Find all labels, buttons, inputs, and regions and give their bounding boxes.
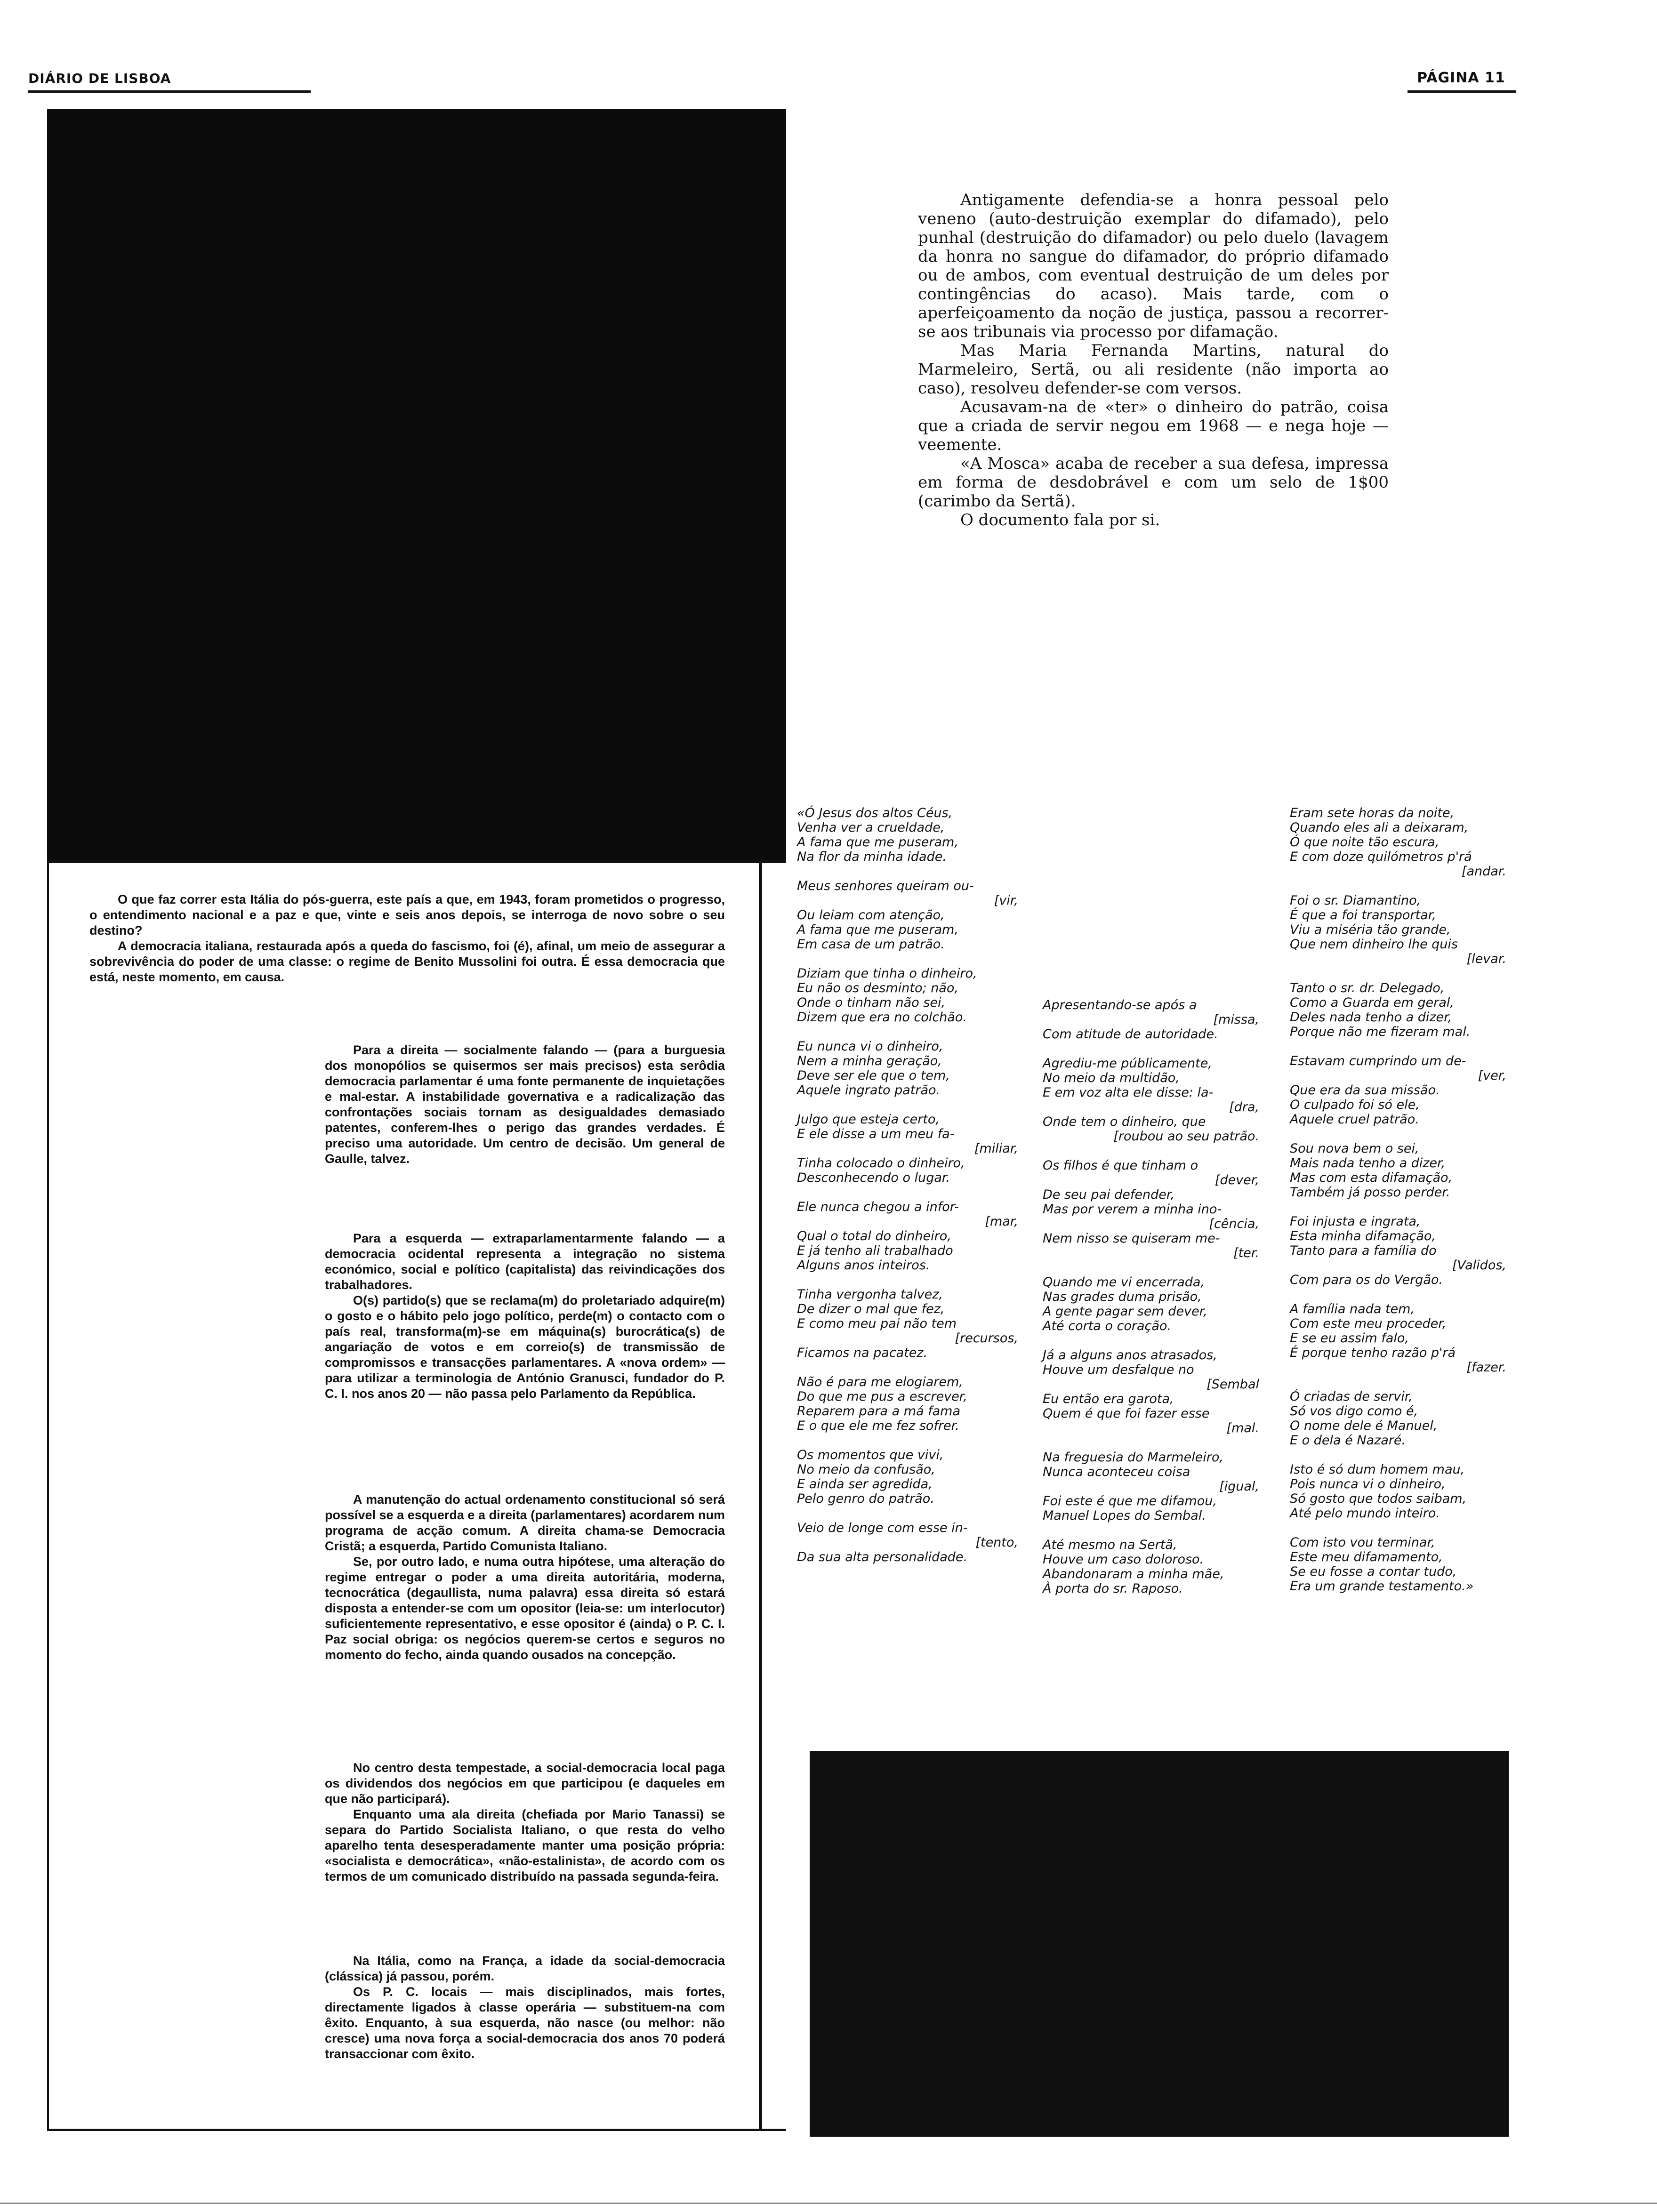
poem-line: [missa, — [1213, 1012, 1259, 1027]
poem-line: E o dela é Nazaré. — [1290, 1433, 1406, 1448]
poem-line: [dever, — [1215, 1173, 1259, 1187]
top-photograph — [47, 109, 786, 862]
poem-line: Eu não os desminto; não, — [797, 981, 958, 995]
poem-line: Deve ser ele que o tem, — [797, 1068, 950, 1083]
poem-line: De seu pai defender, — [1043, 1187, 1175, 1202]
poem-line: Pois nunca vi o dinheiro, — [1290, 1477, 1446, 1491]
poem-line: Eu então era garota, — [1043, 1392, 1174, 1406]
poem-line: Os momentos que vivi, — [797, 1448, 944, 1462]
article-lead — [89, 892, 725, 985]
poem-line: Tanto para a família do — [1290, 1243, 1437, 1258]
poem-line: [cência, — [1209, 1217, 1259, 1231]
poem-stanza — [797, 1448, 1018, 1506]
poem-column-3 — [1290, 806, 1506, 1608]
article-paragraph: Se, por outro lado, e numa outra hipótese, uma alteração do regime entregar o poder a uma direita autoritária, moderna, tecnocrática (degaullista, numa palavra) essa direita só estará disposta a entender-se com um opositor (leia-se: um interlocutor) suficientemente representativo, e esse opositor é (ainda) o P. C. I. Paz social obriga: os negócios querem-se certos e seguros no momento do fecho, ainda quando ousados na concepção. — [325, 1555, 725, 1662]
intro-paragraph: O documento fala por si. — [960, 511, 1160, 529]
poem-line: Viu a miséria tão grande, — [1290, 922, 1451, 937]
poem-line: Era um grande testamento.» — [1290, 1579, 1474, 1594]
poem-line: «Ó Jesus dos altos Céus, — [797, 806, 953, 820]
poem-line: Este meu difamamento, — [1290, 1550, 1443, 1564]
poem-stanza — [797, 879, 1018, 952]
poem-line: [fazer. — [1466, 1360, 1506, 1375]
article-box-border-left — [47, 860, 49, 2131]
poem-line: Quando eles ali a deixaram, — [1290, 820, 1469, 835]
poem-line: Na flor da minha idade. — [797, 850, 947, 864]
poem-line: Que era da sua missão. — [1290, 1083, 1440, 1098]
poem-line: Nas grades duma prisão, — [1043, 1290, 1202, 1304]
article-paragraph: Para a esquerda — extraparlamentarmente falando — a democracia ocidental representa a integração no sistema económico, social e político (capitalista) das reivindicações dos trabalhadores. — [325, 1231, 725, 1292]
poem-line: E ele disse a um meu fa- — [797, 1127, 955, 1141]
poem-line: [mar, — [985, 1214, 1018, 1229]
poem-line: Aquele ingrato patrão. — [797, 1083, 941, 1098]
poem-line: [igual, — [1219, 1479, 1259, 1494]
article-box-border-right — [759, 860, 762, 2131]
poem-line: [mal. — [1226, 1421, 1259, 1435]
poem-line: Eram sete horas da noite, — [1290, 806, 1455, 820]
poem-line: Foi o sr. Diamantino, — [1290, 893, 1421, 908]
poem-line: [levar. — [1466, 952, 1506, 966]
poem-line: Só gosto que todos saibam, — [1290, 1491, 1467, 1506]
poem-line: Mais nada tenho a dizer, — [1290, 1156, 1446, 1170]
poem-line: Como a Guarda em geral, — [1290, 995, 1454, 1010]
article-section-social-democracy — [325, 1760, 725, 1884]
poem-line: Até corta o coração. — [1043, 1319, 1172, 1333]
poem-line: Mas por verem a minha ino- — [1043, 1202, 1222, 1217]
article-paragraph: O(s) partido(s) que se reclama(m) do proletariado adquire(m) o gosto e o hábito pelo jogo político, perde(m) o contacto com o país real, transforma(m)-se em máquina(s) burocrática(s) de angariação de votos e em correio(s) de transmissão de compromissos e transacções parlamentares. A «nova ordem» — para utilizar a terminologia de António Granusci, fundador do P. C. I. nos anos 20 — não passa pelo Parlamento da República. — [325, 1293, 725, 1401]
poem-line: A família nada tem, — [1290, 1302, 1415, 1316]
poem-line: Manuel Lopes do Sembal. — [1043, 1508, 1206, 1523]
poem-line: É que a foi transportar, — [1290, 908, 1436, 922]
poem-stanza — [797, 1200, 1018, 1273]
intro-paragraph: Acusavam-na de «ter» o dinheiro do patrão, coisa que a criada de servir negou em 1968 — e nega hoje — veemente. — [918, 398, 1389, 454]
poem-line: Nem nisso se quiseram me- — [1043, 1231, 1220, 1246]
poem-line: Tanto o sr. dr. Delegado, — [1290, 981, 1445, 995]
poem-line: O nome dele é Manuel, — [1290, 1419, 1438, 1433]
poem-line: [tento, — [975, 1535, 1018, 1550]
article-section-right — [325, 1042, 725, 1167]
article-box-border-top — [47, 860, 786, 863]
poem-stanza — [1290, 1535, 1506, 1594]
poem-line: Reparem para a má fama — [797, 1404, 961, 1419]
poem-line: Diziam que tinha o dinheiro, — [797, 966, 977, 981]
poem-line: [Validos, — [1452, 1258, 1506, 1273]
poem-stanza — [1290, 1302, 1506, 1375]
poem-stanza — [1290, 1389, 1506, 1448]
poem-line: Quem é que foi fazer esse — [1043, 1406, 1210, 1421]
poem-stanza — [797, 1521, 1018, 1564]
poem-line: Eu nunca vi o dinheiro, — [797, 1039, 943, 1054]
poem-stanza — [1290, 1054, 1506, 1127]
poem-line: Foi este é que me difamou, — [1043, 1494, 1217, 1508]
poem-line: Na freguesia do Marmeleiro, — [1043, 1450, 1224, 1465]
poem-line: Só vos digo como é, — [1290, 1404, 1418, 1419]
poem-column-2 — [1043, 998, 1259, 1611]
poem-line: E com doze quilómetros p'rá — [1290, 850, 1472, 864]
poem-line: Pelo genro do patrão. — [797, 1491, 934, 1506]
poem-line: [miliar, — [974, 1141, 1018, 1156]
poem-line: Até pelo mundo inteiro. — [1290, 1506, 1440, 1521]
poem-line: E em voz alta ele disse: la- — [1043, 1085, 1214, 1100]
poem-stanza — [797, 1375, 1018, 1433]
poem-line: E já tenho ali trabalhado — [797, 1243, 953, 1258]
poem-line: Houve um desfalque no — [1043, 1362, 1194, 1377]
poem-line: Se eu fosse a contar tudo, — [1290, 1564, 1457, 1579]
poem-stanza — [1290, 1462, 1506, 1521]
poem-column-1 — [797, 806, 1018, 1579]
poem-line: Com atitude de autoridade. — [1043, 1027, 1218, 1042]
poem-line: Ó que noite tão escura, — [1290, 835, 1440, 850]
poem-line: Deles nada tenho a dizer, — [1290, 1010, 1452, 1025]
article-box-border-bottom — [47, 2129, 786, 2131]
poem-line: Com isto vou terminar, — [1290, 1535, 1435, 1550]
poem-line: À porta do sr. Raposo. — [1043, 1581, 1183, 1596]
poem-stanza — [797, 966, 1018, 1025]
poem-line: Tinha vergonha talvez, — [797, 1287, 943, 1302]
poem-line: Quando me vi encerrada, — [1043, 1275, 1205, 1290]
poem-line: De dizer o mal que fez, — [797, 1302, 945, 1316]
poem-line: Do que me pus a escrever, — [797, 1389, 967, 1404]
poem-line: Estavam cumprindo um de- — [1290, 1054, 1466, 1068]
poem-line: [andar. — [1461, 864, 1506, 879]
poem-line: Que nem dinheiro lhe quis — [1290, 937, 1458, 952]
poem-line: [ter. — [1233, 1246, 1259, 1260]
article-paragraph: O que faz correr esta Itália do pós-guerra, este país a que, em 1943, foram prometidos o progresso, o entendimento nacional e a paz e que, vinte e seis anos depois, se interroga de novo sobre o seu destino? — [89, 892, 725, 938]
poem-line: Abandonaram a minha mãe, — [1043, 1567, 1224, 1581]
poem-line: Não é para me elogiarem, — [797, 1375, 963, 1389]
poem-stanza — [1043, 1275, 1259, 1333]
poem-line: Com para os do Vergão. — [1290, 1273, 1443, 1287]
poem-line: Houve um caso doloroso. — [1043, 1552, 1204, 1567]
poem-line: Sou nova bem o sei, — [1290, 1141, 1419, 1156]
page-bottom-rule — [0, 2203, 1657, 2204]
article-section-left — [325, 1231, 725, 1402]
intro-text — [918, 191, 1389, 529]
poem-line: [roubou ao seu patrão. — [1113, 1129, 1259, 1144]
poem-line: O culpado foi só ele, — [1290, 1098, 1420, 1112]
poem-line: Ó criadas de servir, — [1290, 1389, 1413, 1404]
poem-line: Da sua alta personalidade. — [797, 1550, 968, 1564]
poem-stanza — [1043, 1056, 1259, 1144]
poem-line: Isto é só dum homem mau, — [1290, 1462, 1465, 1477]
bottom-photograph — [810, 1751, 1509, 2137]
poem-stanza — [797, 806, 1018, 864]
poem-line: A gente pagar sem dever, — [1043, 1304, 1207, 1319]
poem-line: Porque não me fizeram mal. — [1290, 1025, 1471, 1039]
poem-stanza — [1043, 1538, 1259, 1596]
poem-line: Ele nunca chegou a infor- — [797, 1200, 959, 1214]
masthead-rule — [28, 90, 311, 93]
poem-stanza — [1043, 998, 1259, 1042]
poem-line: [recursos, — [955, 1331, 1018, 1346]
article-paragraph: Os P. C. locais — mais disciplinados, mais fortes, directamente ligados à classe operária — substituem-na com êxito. Enquanto, à sua esquerda, não nasce (ou melhor: não cresce) uma nova força a social-democracia dos anos 70 poderá transaccionar com êxito. — [325, 1985, 725, 2061]
article-paragraph: No centro desta tempestade, a social-democracia local paga os dividendos dos negócios em que participou (e daqueles em que não participará). — [325, 1761, 725, 1806]
poem-line: Até mesmo na Sertã, — [1043, 1538, 1177, 1552]
poem-line: E como meu pai não tem — [797, 1316, 957, 1331]
page-number-rule — [1408, 90, 1516, 93]
poem-line: Também já posso perder. — [1290, 1185, 1450, 1200]
poem-line: Em casa de um patrão. — [797, 937, 945, 952]
poem-line: Aquele cruel patrão. — [1290, 1112, 1419, 1127]
poem-stanza — [1043, 1450, 1259, 1523]
poem-stanza — [1290, 806, 1506, 879]
poem-line: A fama que me puseram, — [797, 922, 958, 937]
poem-line: Dizem que era no colchão. — [797, 1010, 967, 1025]
poem-stanza — [797, 1039, 1018, 1098]
poem-line: Esta minha difamação, — [1290, 1229, 1436, 1243]
article-paragraph: A democracia italiana, restaurada após a queda do fascismo, foi (é), afinal, um meio de assegurar a sobrevivência do poder de uma classe: o regime de Benito Mussolini foi outra. É essa democracia que está, neste momento, em causa. — [89, 939, 725, 984]
masthead: DIÁRIO DE LISBOA — [28, 71, 171, 86]
article-paragraph: A manutenção do actual ordenamento constitucional só será possível se a esquerda e a direita (parlamentares) acordarem num programa de acção comum. A direita chama-se Democracia Cristã; a esquerda, Partido Comunista Italiano. — [325, 1492, 725, 1553]
page-number: PÁGINA 11 — [1417, 70, 1505, 86]
poem-line: No meio da confusão, — [797, 1462, 935, 1477]
poem-line: Nem a minha geração, — [797, 1054, 942, 1068]
article-paragraph: Enquanto uma ala direita (chefiada por Mario Tanassi) se separa do Partido Socialista Italiano, o que resta do velho aparelho tenta desesperadamente manter uma posição própria: «socialista e democrática», «não-estalinista», de acordo com os termos de um comunicado distribuído na passada segunda-feira. — [325, 1807, 725, 1883]
poem-stanza — [797, 1287, 1018, 1360]
poem-line: É porque tenho razão p'rá — [1290, 1346, 1456, 1360]
poem-stanza — [1290, 1214, 1506, 1287]
poem-stanza — [1043, 1348, 1259, 1435]
poem-line: E se eu assim falo, — [1290, 1331, 1409, 1346]
poem-line: Com este meu proceder, — [1290, 1316, 1447, 1331]
poem-line: [Sembal — [1207, 1377, 1259, 1392]
poem-line: Onde o tinham não sei, — [797, 995, 946, 1010]
article-paragraph: Para a direita — socialmente falando — (para a burguesia dos monopólios se quisermos ser mais precisos) esta serôdia democracia parlamentar é uma fonte permanente de inquietações e mal-estar. A instabilidade governativa e a radicalização das confrontações sociais tornam as desigualdades demasiado patentes, conferem-lhes o perigo das grandes verdades. É preciso uma autoridade. Um centro de decisão. Um general de Gaulle, talvez. — [325, 1043, 725, 1166]
poem-stanza — [1290, 893, 1506, 966]
poem-line: Qual o total do dinheiro, — [797, 1229, 951, 1243]
poem-line: Desconhecendo o lugar. — [797, 1170, 950, 1185]
intro-paragraph: «A Mosca» acaba de receber a sua defesa, impressa em forma de desdobrável e com um selo de 1$00 (carimbo da Sertã). — [918, 454, 1389, 511]
poem-line: E ainda ser agredida, — [797, 1477, 933, 1491]
poem-stanza — [797, 1112, 1018, 1185]
poem-line: Foi injusta e ingrata, — [1290, 1214, 1421, 1229]
article-section-constitution — [325, 1492, 725, 1663]
poem-line: Onde tem o dinheiro, que — [1043, 1114, 1206, 1129]
poem-stanza — [1290, 981, 1506, 1039]
poem-line: Alguns anos inteiros. — [797, 1258, 930, 1273]
intro-paragraph: Antigamente defendia-se a honra pessoal pelo veneno (auto-destruição exemplar do difamado), pelo punhal (destruição do difamador) ou pelo duelo (lavagem da honra no sangue do difamador, do próprio difamado ou de ambos, com eventual destruição de um deles por contingências do acaso). Mais tarde, com o aperfeiçoamento da noção de justiça, passou a recorrer-se aos tribunais via processo por difamação. — [918, 191, 1389, 341]
poem-line: [ver, — [1478, 1068, 1506, 1083]
poem-line: Mas com esta difamação, — [1290, 1170, 1453, 1185]
poem-line: No meio da multidão, — [1043, 1071, 1180, 1085]
article-paragraph: Na Itália, como na França, a idade da social-democracia (clássica) já passou, porém. — [325, 1954, 725, 1983]
poem-line: Nunca aconteceu coisa — [1043, 1465, 1190, 1479]
poem-stanza — [1290, 1141, 1506, 1200]
intro-paragraph: Mas Maria Fernanda Martins, natural do Marmeleiro, Sertã, ou ali residente (não importa ao caso), resolveu defender-se com versos. — [918, 341, 1389, 398]
poem-line: Apresentando-se após a — [1043, 998, 1197, 1012]
poem-line: [dra, — [1229, 1100, 1259, 1114]
poem-line: [vir, — [994, 893, 1018, 908]
poem-line: Agrediu-me públicamente, — [1043, 1056, 1212, 1071]
poem-line: Meus senhores queiram ou- — [797, 879, 974, 893]
poem-line: Tinha colocado o dinheiro, — [797, 1156, 965, 1170]
poem-line: Ficamos na pacatez. — [797, 1346, 928, 1360]
poem-line: E o que ele me fez sofrer. — [797, 1419, 959, 1433]
poem-line: Já a alguns anos atrasados, — [1043, 1348, 1217, 1362]
poem-line: Os filhos é que tinham o — [1043, 1158, 1199, 1173]
poem-line: A fama que me puseram, — [797, 835, 958, 850]
article-section-conclusion — [325, 1953, 725, 2062]
poem-line: Venha ver a crueldade, — [797, 820, 945, 835]
poem-line: Julgo que esteja certo, — [797, 1112, 940, 1127]
poem-stanza — [1043, 1158, 1259, 1260]
poem-line: Ou leiam com atenção, — [797, 908, 945, 922]
poem-line: Veio de longe com esse in- — [797, 1521, 968, 1535]
